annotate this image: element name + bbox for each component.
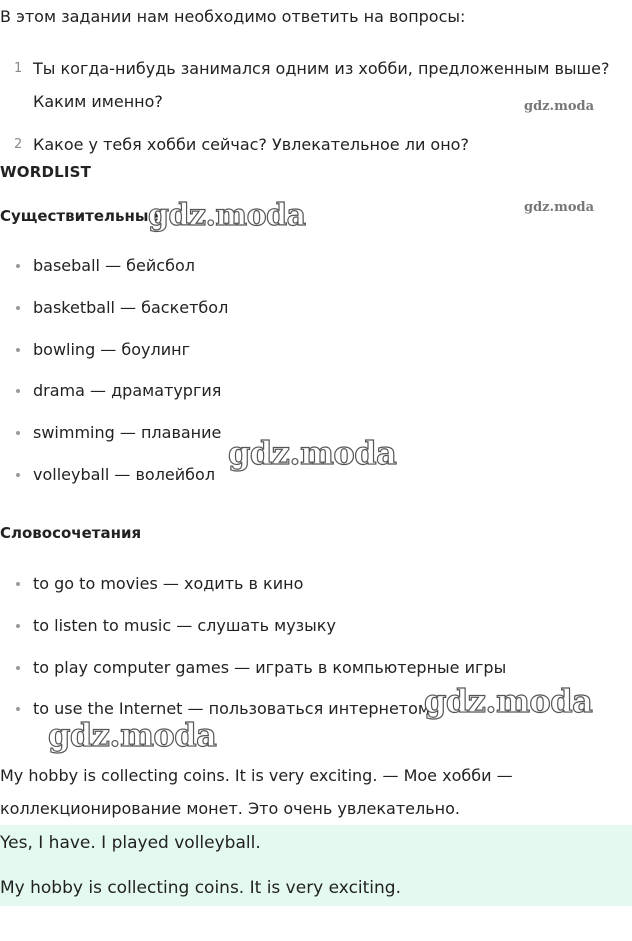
answer-box (0, 825, 632, 906)
watermark-logo: gdz.moda (48, 716, 217, 754)
list-item-text: swimming — плавание (33, 423, 222, 443)
watermark-logo: gdz.moda (424, 682, 593, 720)
question-text: Какое у тебя хобби сейчас? Увлекательное ли оно? (33, 135, 469, 154)
list-item-text: to use the Internet — пользоваться интернетом (33, 699, 430, 719)
question-text: Ты когда-нибудь занимался одним из хобби, предложенным выше? Каким именно? (33, 59, 610, 111)
wordlist-title: WORDLIST (0, 163, 92, 181)
watermark-logo: gdz.moda (524, 99, 595, 114)
watermark-logo: gdz.moda (524, 200, 595, 215)
intro-text: В этом задании нам необходимо ответить на вопросы: (0, 7, 466, 26)
list-item-text: bowling — боулинг (33, 339, 191, 359)
list-item (0, 572, 632, 614)
nouns-heading: Существительные (0, 207, 159, 225)
question-number: 1 (14, 61, 23, 76)
list-item (0, 379, 632, 421)
bullet-icon (16, 707, 20, 711)
bullet-icon (16, 582, 20, 586)
bullet-icon (16, 348, 20, 352)
list-item-text: volleyball — волейбол (33, 464, 216, 484)
bullet-icon (16, 306, 20, 310)
bullet-icon (16, 666, 20, 670)
list-item (0, 254, 632, 296)
bullet-icon (16, 473, 20, 477)
list-item (0, 338, 632, 380)
bullet-icon (16, 264, 20, 268)
answer-text: My hobby is collecting coins. It is very exciting. (0, 878, 401, 898)
list-item-text: to play computer games — играть в компьютерные игры (33, 657, 507, 677)
list-item (0, 614, 632, 656)
bullet-icon (16, 431, 20, 435)
bullet-icon (16, 624, 20, 628)
list-item-text: to go to movies — ходить в кино (33, 574, 304, 593)
example-sentence: My hobby is collecting coins. It is very exciting. — Мое хобби — коллекционирование монет. Это очень увлекательно. (0, 766, 513, 818)
list-item-text: baseball — бейсбол (33, 256, 195, 275)
list-item-text: to listen to music — слушать музыку (33, 615, 336, 635)
question-item (0, 128, 632, 161)
list-item-text: basketball — баскетбол (33, 297, 229, 317)
list-item-text: drama — драматургия (33, 381, 222, 401)
watermark-logo: gdz.moda (228, 434, 397, 472)
phrases-heading: Словосочетания (0, 524, 142, 542)
watermark-logo: gdz.moda (148, 198, 306, 233)
bullet-icon (16, 389, 20, 393)
answer-text: Yes, I have. I played volleyball. (0, 833, 261, 853)
list-item (0, 296, 632, 338)
question-number: 2 (14, 137, 23, 152)
